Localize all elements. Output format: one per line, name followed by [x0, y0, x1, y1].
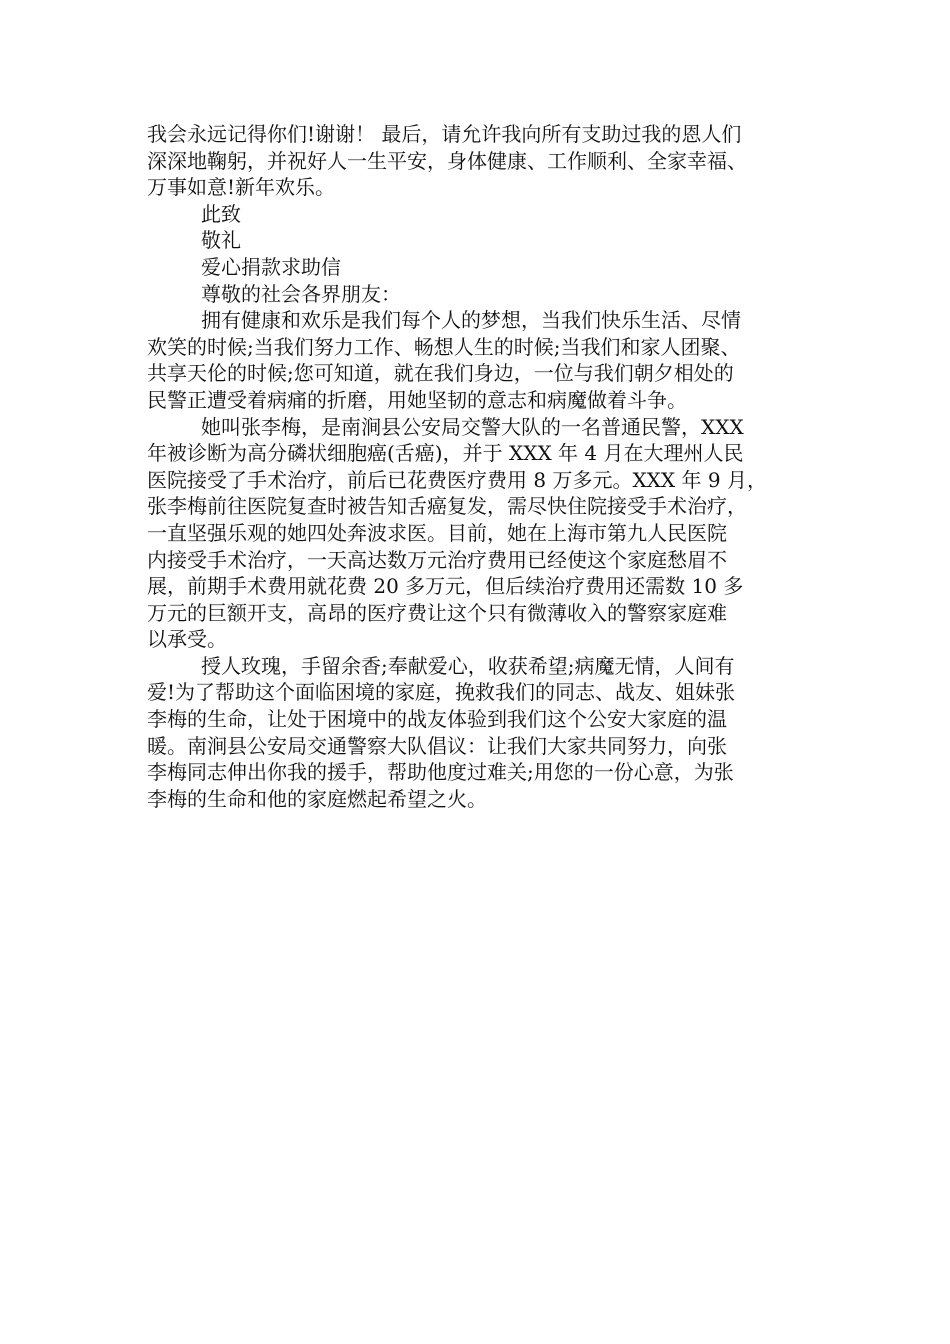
- letter-greeting: 尊敬的社会各界朋友：: [201, 281, 401, 306]
- closing-text-line: 深深地鞠躬，并祝好人一生平安，身体健康、工作顺利、全家幸福、: [147, 148, 747, 173]
- salutation-jingli: 敬礼: [201, 228, 241, 253]
- paragraph-line: 李梅同志伸出你我的援手，帮助他度过难关;用您的一份心意，为张: [147, 760, 734, 785]
- paragraph-line: 暖。南涧县公安局交通警察大队倡议：让我们大家共同努力，向张: [147, 733, 727, 758]
- paragraph-line: 授人玫瑰，手留余香;奉献爱心，收获希望;病魔无情，人间有: [201, 653, 735, 678]
- paragraph-line: 民警正遭受着病痛的折磨，用她坚韧的意志和病魔做着斗争。: [147, 387, 687, 412]
- paragraph-line: 拥有健康和欢乐是我们每个人的梦想，当我们快乐生活、尽情: [201, 308, 741, 333]
- paragraph-line: 医院接受了手术治疗，前后已花费医疗费用 8 万多元。XXX 年 9 月，: [147, 467, 767, 492]
- letter-title: 爱心捐款求助信: [201, 254, 341, 279]
- paragraph-line: 以承受。: [147, 627, 227, 652]
- paragraph-line: 欢笑的时候;当我们努力工作、畅想人生的时候;当我们和家人团聚、: [147, 334, 741, 359]
- document-body: [147, 121, 833, 812]
- paragraph-line: 她叫张李梅，是南涧县公安局交警大队的一名普通民警，XXX: [201, 414, 744, 439]
- paragraph-line: 万元的巨额开支，高昂的医疗费让这个只有微薄收入的警察家庭难: [147, 600, 727, 625]
- paragraph-line: 爱!为了帮助这个面临困境的家庭，挽救我们的同志、战友、姐妹张: [147, 680, 736, 705]
- paragraph-line: 展，前期手术费用就花费 20 多万元，但后续治疗费用还需数 10 多: [147, 574, 744, 599]
- closing-text-line: 我会永远记得你们!谢谢！ 最后，请允许我向所有支助过我的恩人们: [147, 122, 742, 146]
- paragraph-line: 李梅的生命和他的家庭燃起希望之火。: [147, 786, 487, 811]
- paragraph-line: 年被诊断为高分磷状细胞癌(舌癌)，并于 XXX 年 4 月在大理州人民: [147, 441, 744, 466]
- salutation-cizhi: 此致: [201, 201, 241, 226]
- paragraph-line: 一直坚强乐观的她四处奔波求医。目前，她在上海市第九人民医院: [147, 520, 727, 545]
- paragraph-line: 共享天伦的时候;您可知道，就在我们身边，一位与我们朝夕相处的: [147, 361, 734, 386]
- closing-text-line: 万事如意!新年欢乐。: [147, 175, 336, 200]
- paragraph-line: 内接受手术治疗，一天高达数万元治疗费用已经使这个家庭愁眉不: [147, 547, 727, 572]
- paragraph-line: 张李梅前往医院复查时被告知舌癌复发，需尽快住院接受手术治疗，: [147, 494, 747, 519]
- paragraph-line: 李梅的生命，让处于困境中的战友体验到我们这个公安大家庭的温: [147, 707, 727, 732]
